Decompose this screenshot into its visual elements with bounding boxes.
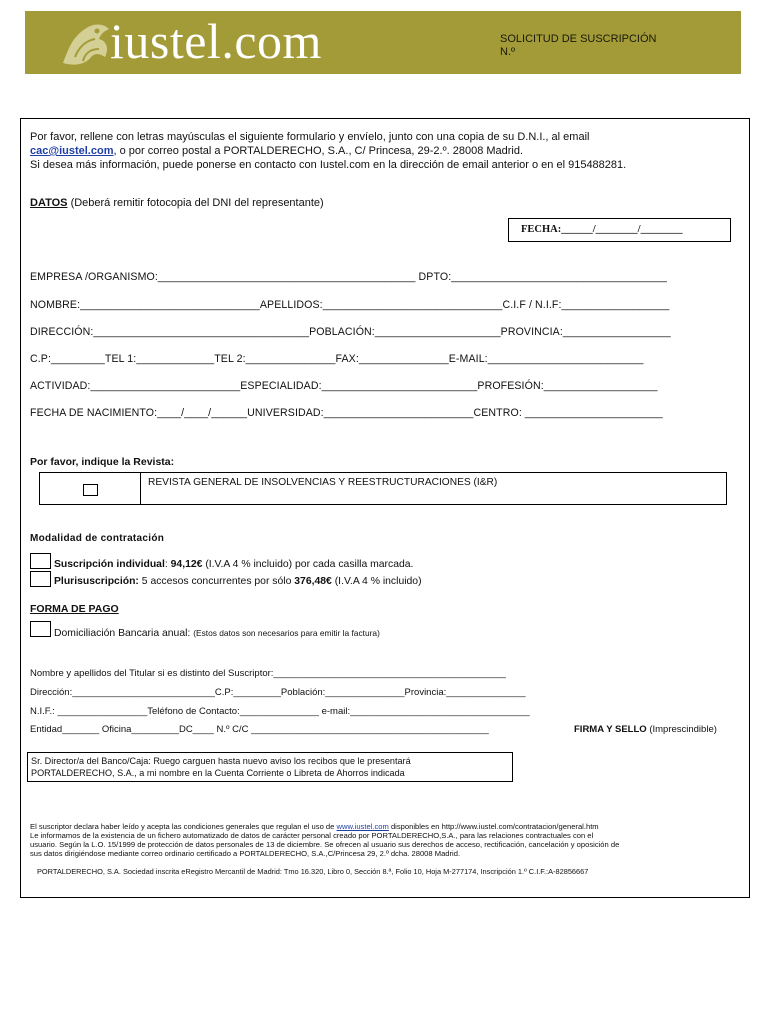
form-title-line: SOLICITUD DE SUSCRIPCIÓN	[500, 33, 657, 45]
director-text	[31, 755, 411, 779]
revista-heading: Por favor, indique la Revista:	[30, 456, 175, 468]
director-box	[27, 752, 513, 782]
logo-emblem-icon	[55, 17, 115, 71]
legal-text: El suscriptor declara haber leído y acepta las condiciones generales que regulan el uso de	[30, 822, 335, 831]
individual-option: Suscripción individual: 94,12€ (I.V.A 4 % incluido) por cada casilla marcada.	[54, 559, 414, 570]
pluri-price: 376,48€	[294, 576, 332, 587]
individual-note: (I.V.A 4 % incluido) por cada casilla marcada.	[205, 559, 414, 570]
modalidad-heading: Modalidad de contratación	[30, 533, 165, 544]
firma-note: (Imprescindible)	[649, 724, 717, 735]
form-number-label: N.º	[500, 46, 516, 58]
header-banner	[25, 11, 741, 74]
datos-heading: DATOS	[30, 197, 68, 209]
contact-row[interactable]: C.P:_________TEL 1:_____________TEL 2:_______________FAX:_______________E-MAIL:__________________________	[30, 353, 644, 365]
revista-divider	[140, 473, 141, 504]
pluri-label: Plurisuscripción:	[54, 576, 139, 587]
individual-checkbox[interactable]	[30, 553, 51, 569]
domiciliacion-checkbox[interactable]	[30, 621, 51, 637]
form-title	[500, 33, 656, 59]
fecha-box[interactable]	[508, 218, 731, 242]
email-link[interactable]: cac@iustel.com	[30, 145, 114, 157]
datos-note: (Deberá remitir fotocopia del DNI del representante)	[70, 197, 324, 209]
firma-bold: FIRMA Y SELLO	[574, 724, 647, 735]
nombre-row[interactable]: NOMBRE:______________________________APELLIDOS:______________________________C.I.F / N.I.F:__________________	[30, 299, 670, 311]
revista-checkbox[interactable]	[83, 484, 98, 496]
pago-heading: FORMA DE PAGO	[30, 603, 119, 615]
legal-line-3: usuario. Según la L.O. 15/1999 de protección de datos personales de 13 de diciembre. Se ofrecen al usuario sus derechos de acceso, rectificación, cancelación y oposición de	[30, 840, 620, 849]
intro-postal: , o por correo postal a PORTALDERECHO, S.A., C/ Princesa, 29-2.º. 28008 Madrid.	[113, 145, 524, 157]
iustel-link[interactable]: www.iustel.com	[336, 822, 389, 831]
pluri-option	[54, 576, 422, 587]
pluri-checkbox[interactable]	[30, 571, 51, 587]
registry-line: PORTALDERECHO, S.A. Sociedad inscrita eRegistro Mercantil de Madrid: Tmo 16.320, Libro 0, Sección 8.ª, Folio 10, Hoja M-277174, Inscripción 1.º C.I.F.:A-82856667	[37, 867, 589, 876]
actividad-row[interactable]: ACTIVIDAD:_________________________ESPECIALIDAD:__________________________PROFESIÓN:___________________	[30, 380, 658, 392]
fecha-field[interactable]: FECHA:______/________/________	[521, 224, 683, 235]
pluri-note: (I.V.A 4 % incluido)	[334, 576, 422, 587]
account-row[interactable]: Entidad_______ Oficina_________DC____ N.º C/C _____________________________________________	[30, 724, 489, 735]
legal-line-4: sus datos dirigiéndose mediante correo ordinario certificado a PORTALDERECHO, S.A.,C/Princesa 29, 2.º dcha. 28008 Madrid.	[30, 849, 461, 858]
nacimiento-row[interactable]: FECHA DE NACIMIENTO:____/____/______UNIVERSIDAD:_________________________CENTRO: _______________________	[30, 407, 663, 419]
empresa-row[interactable]: EMPRESA /ORGANISMO:___________________________________________ DPTO:____________________________________	[30, 271, 667, 283]
bank-contact-row[interactable]: N.I.F.: _________________Teléfono de Contacto:_______________ e-mail:__________________________________	[30, 706, 530, 717]
domiciliacion-option	[54, 628, 380, 639]
legal-text: disponibles en http://www.iustel.com/contratacion/general.htm	[390, 822, 599, 831]
titular-row[interactable]: Nombre y apellidos del Titular si es distinto del Suscriptor:____________________________________________	[30, 668, 506, 679]
intro-line-1: Por favor, rellene con letras mayúsculas el siguiente formulario y envíelo, junto con una copia de su D.N.I., al email	[30, 131, 590, 143]
director-line: Sr. Director/a del Banco/Caja: Ruego carguen hasta nuevo aviso los recibos que le presentará	[31, 756, 411, 766]
individual-price: 94,12€	[170, 559, 203, 570]
logo-text: iustel.com	[110, 13, 322, 69]
intro-line-2	[30, 145, 523, 157]
firma-label	[574, 724, 717, 735]
datos-heading-row	[30, 197, 324, 209]
legal-line-1	[30, 822, 599, 831]
direccion-row[interactable]: DIRECCIÓN:____________________________________POBLACIÓN:_____________________PROVINCIA:__________________	[30, 326, 671, 338]
legal-line-2: Le informamos de la existencia de un fichero automatizado de datos de carácter personal creado por PORTALDERECHO,S.A., para las relaciones contractuales con el	[30, 831, 594, 840]
revista-table	[39, 472, 727, 505]
domiciliacion-label: Domiciliación Bancaria anual:	[54, 628, 191, 639]
intro-line-3: Si desea más información, puede ponerse en contacto con Iustel.com en la dirección de email anterior o en el 915488281.	[30, 159, 627, 171]
revista-option-label: REVISTA GENERAL DE INSOLVENCIAS Y REESTRUCTURACIONES (I&R)	[148, 477, 498, 488]
individual-label: Suscripción individual	[54, 559, 165, 570]
pluri-desc: 5 accesos concurrentes por sólo	[141, 576, 292, 587]
bank-address-row[interactable]: Dirección:___________________________C.P:_________Población:_______________Provincia:_______________	[30, 687, 526, 698]
domiciliacion-note: (Estos datos son necesarios para emitir la factura)	[193, 628, 380, 638]
director-line: PORTALDERECHO, S.A., a mi nombre en la Cuenta Corriente o Libreta de Ahorros indicada	[31, 768, 405, 778]
